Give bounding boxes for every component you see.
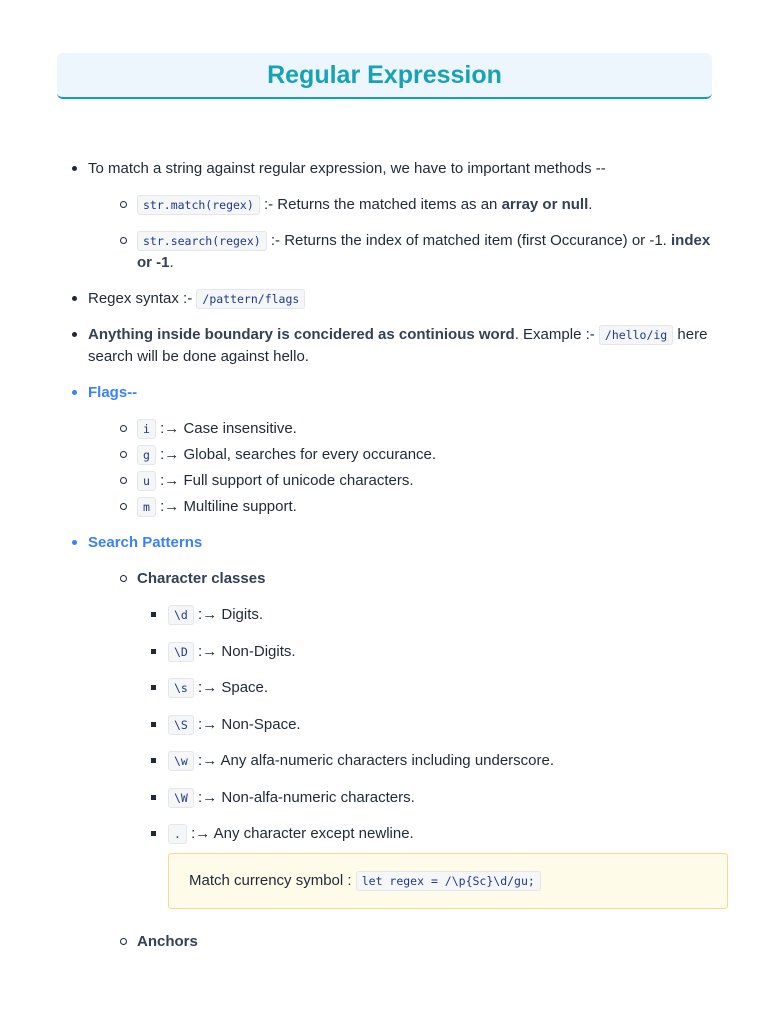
methods-intro-text: To match a string against regular expression, we have to important methods -- [88,160,606,177]
flag-desc: :→ Global, searches for every occurance. [155,446,437,463]
method-match-return: array or null [501,196,589,213]
method-search-return: index or -1 [137,232,711,271]
methods-list [88,194,720,274]
method-match-tail: . [588,196,593,213]
char-class-desc: :→ Any alfa-numeric characters including underscore. [193,752,555,769]
char-class-item [88,641,720,663]
anchors-heading: Anchors [137,933,198,950]
char-class-desc: :→ Space. [193,679,269,696]
char-class-desc: :→ Digits. [193,606,264,623]
boundary-bold: Anything inside boundary is concidered as continious word [88,326,515,343]
char-class-desc: :→ Non-alfa-numeric characters. [193,788,415,806]
title-banner [57,53,712,99]
list-item-boundary [70,324,720,368]
char-class-code: \S [168,715,194,735]
char-class-code: \D [168,642,194,662]
code-str-match: str.match(regex) [137,195,260,215]
syntax-label: Regex syntax :- [88,290,197,307]
char-classes-item [88,568,720,909]
list-item-flags [70,382,720,518]
page-title: Regular Expression [267,61,502,89]
char-class-item [88,823,720,845]
method-item-match [88,194,720,216]
code-currency-regex: let regex = /\p{Sc}\d/gu; [356,871,541,891]
char-class-code: \W [168,788,194,808]
char-class-item [88,714,720,736]
boundary-tail: here search will be done against hello. [88,326,708,365]
list-item-search-patterns [70,532,720,953]
char-class-item [88,750,720,772]
char-class-desc: :→ Non-Space. [193,715,301,733]
patterns-list [88,568,720,953]
flag-item [88,496,720,518]
flags-list [88,418,720,518]
currency-note [168,853,728,909]
anchors-item [88,931,720,953]
method-search-desc: :- Returns the index of matched item (first Occurance) or -1. [266,232,672,249]
char-class-code: . [168,824,187,844]
flag-item [88,470,720,492]
flag-desc: :→ Multiline support. [155,498,297,515]
char-class-code: \d [168,605,194,625]
char-class-desc: :→ Any character except newline. [186,825,414,842]
list-item-methods [70,158,720,274]
method-match-desc: :- Returns the matched items as an [259,196,502,213]
flag-item [88,418,720,440]
code-hello-ig: /hello/ig [599,325,673,345]
method-search-tail: . [169,254,174,271]
char-classes-heading: Character classes [137,570,266,587]
boundary-mid: . Example :- [514,326,599,343]
flag-code: m [137,497,156,517]
flag-item [88,444,720,466]
char-class-item [88,677,720,699]
method-item-search [88,230,720,274]
list-item-syntax [70,288,720,310]
code-str-search: str.search(regex) [137,231,267,251]
char-class-item [88,787,720,809]
char-class-code: \w [168,751,194,771]
flag-code: g [137,445,156,465]
flags-heading: Flags-- [88,384,138,401]
flag-code: i [137,419,156,439]
flag-code: u [137,471,156,491]
code-pattern-flags: /pattern/flags [196,289,305,309]
char-class-desc: :→ Non-Digits. [193,642,296,660]
flag-desc: :→ Case insensitive. [155,420,297,437]
main-list [70,158,720,967]
flag-desc: :→ Full support of unicode characters. [155,472,414,489]
char-class-code: \s [168,678,194,698]
char-classes-list [88,604,720,845]
search-patterns-heading: Search Patterns [88,534,203,551]
note-label: Match currency symbol : [189,872,356,889]
char-class-item [88,604,720,626]
